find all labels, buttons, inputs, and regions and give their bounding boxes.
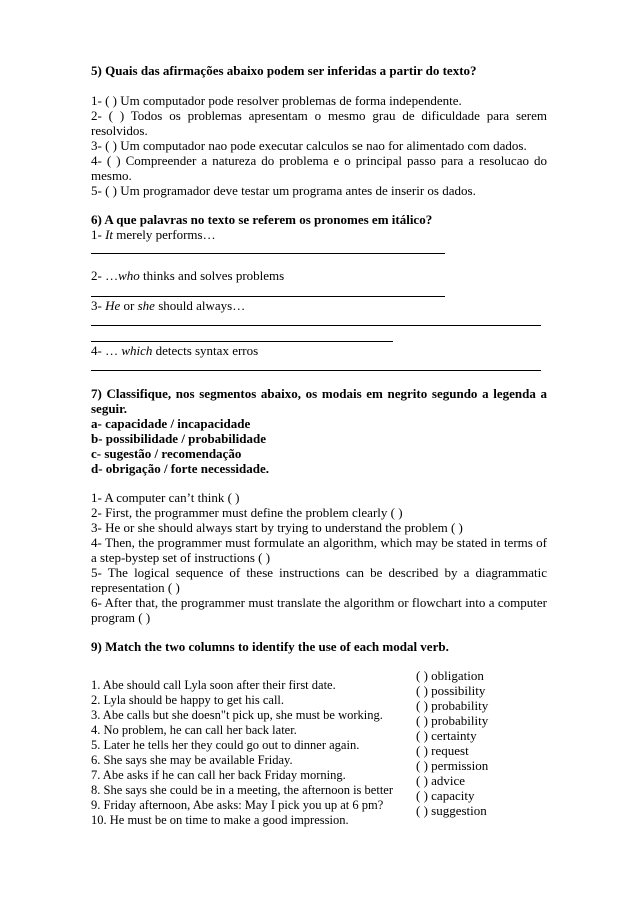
q5-item-2: 2- ( ) Todos os problemas apresentam o mesmo grau de dificuldade para serem resolvidos. — [91, 108, 547, 138]
q5-item-4: 4- ( ) Compreender a natureza do problema e o principal passo para a resolucao do mesmo. — [91, 153, 547, 183]
q6-item-2: 2- …who thinks and solves problems — [91, 268, 285, 283]
q9-right-5: ( ) certainty — [416, 728, 477, 743]
q5-item-3: 3- ( ) Um computador nao pode executar calculos se nao for alimentado com dados. — [91, 138, 527, 153]
q9-right-3: ( ) probability — [416, 698, 489, 713]
q7-item-1: 1- A computer can’t think ( ) — [91, 490, 240, 505]
q9-left-9: 9. Friday afternoon, Abe asks: May I pick you up at 6 pm? — [91, 798, 384, 812]
q9-title: 9) Match the two columns to identify the use of each modal verb. — [91, 639, 449, 654]
q5-title: 5) Quais das afirmações abaixo podem ser inferidas a partir do texto? — [91, 63, 477, 78]
q9-right-8: ( ) advice — [416, 773, 466, 788]
q7-item-3: 3- He or she should always start by trying to understand the problem ( ) — [91, 520, 463, 535]
q6-item-1: 1- It merely performs… — [91, 227, 216, 242]
q5-item-5: 5- ( ) Um programador deve testar um programa antes de inserir os dados. — [91, 183, 476, 198]
q9-right-6: ( ) request — [416, 743, 469, 758]
q9-right-7: ( ) permission — [416, 758, 489, 773]
q9-left-5: 5. Later he tells her they could go out to dinner again. — [91, 738, 360, 752]
answer-line[interactable] — [91, 253, 445, 254]
q9-right-2: ( ) possibility — [416, 683, 486, 698]
q7-legend-a: a- capacidade / incapacidade — [91, 416, 251, 431]
q7-legend-c: c- sugestão / recomendação — [91, 446, 242, 461]
q9-left-10: 10. He must be on time to make a good impression. — [91, 813, 349, 827]
q6-item-3: 3- He or she should always… — [91, 298, 246, 313]
q7-title: 7) Classifique, nos segmentos abaixo, os modais em negrito segundo a legenda a seguir. — [91, 386, 547, 416]
q9-right-1: ( ) obligation — [416, 668, 484, 683]
q7-legend-b: b- possibilidade / probabilidade — [91, 431, 266, 446]
q5-item-1: 1- ( ) Um computador pode resolver problemas de forma independente. — [91, 93, 462, 108]
answer-line[interactable] — [91, 325, 541, 326]
q7-item-4: 4- Then, the programmer must formulate an algorithm, which may be stated in terms of a step-bystep set of instructions ( ) — [91, 535, 547, 565]
q9-left-3: 3. Abe calls but she doesn"t pick up, she must be working. — [91, 708, 383, 722]
q9-left-7: 7. Abe asks if he can call her back Friday morning. — [91, 768, 346, 782]
answer-line[interactable] — [91, 370, 541, 371]
q7-item-5: 5- The logical sequence of these instructions can be described by a diagrammatic representation ( ) — [91, 565, 547, 595]
answer-line[interactable] — [91, 296, 445, 297]
q9-left-2: 2. Lyla should be happy to get his call. — [91, 693, 285, 707]
q7-item-2: 2- First, the programmer must define the problem clearly ( ) — [91, 505, 403, 520]
q7-legend-d: d- obrigação / forte necessidade. — [91, 461, 270, 476]
q6-item-4: 4- … which detects syntax erros — [91, 343, 259, 358]
q7-item-6: 6- After that, the programmer must translate the algorithm or flowchart into a computer program ( ) — [91, 595, 547, 625]
q6-title: 6) A que palavras no texto se referem os pronomes em itálico? — [91, 212, 433, 227]
answer-line[interactable] — [91, 341, 393, 342]
q9-right-10: ( ) suggestion — [416, 803, 487, 818]
q9-left-6: 6. She says she may be available Friday. — [91, 753, 293, 767]
q9-left-8: 8. She says she could be in a meeting, the afternoon is better — [91, 783, 394, 797]
q9-right-9: ( ) capacity — [416, 788, 475, 803]
q9-right-4: ( ) probability — [416, 713, 489, 728]
q9-left-4: 4. No problem, he can call her back later. — [91, 723, 297, 737]
q9-left-1: 1. Abe should call Lyla soon after their first date. — [91, 678, 336, 692]
